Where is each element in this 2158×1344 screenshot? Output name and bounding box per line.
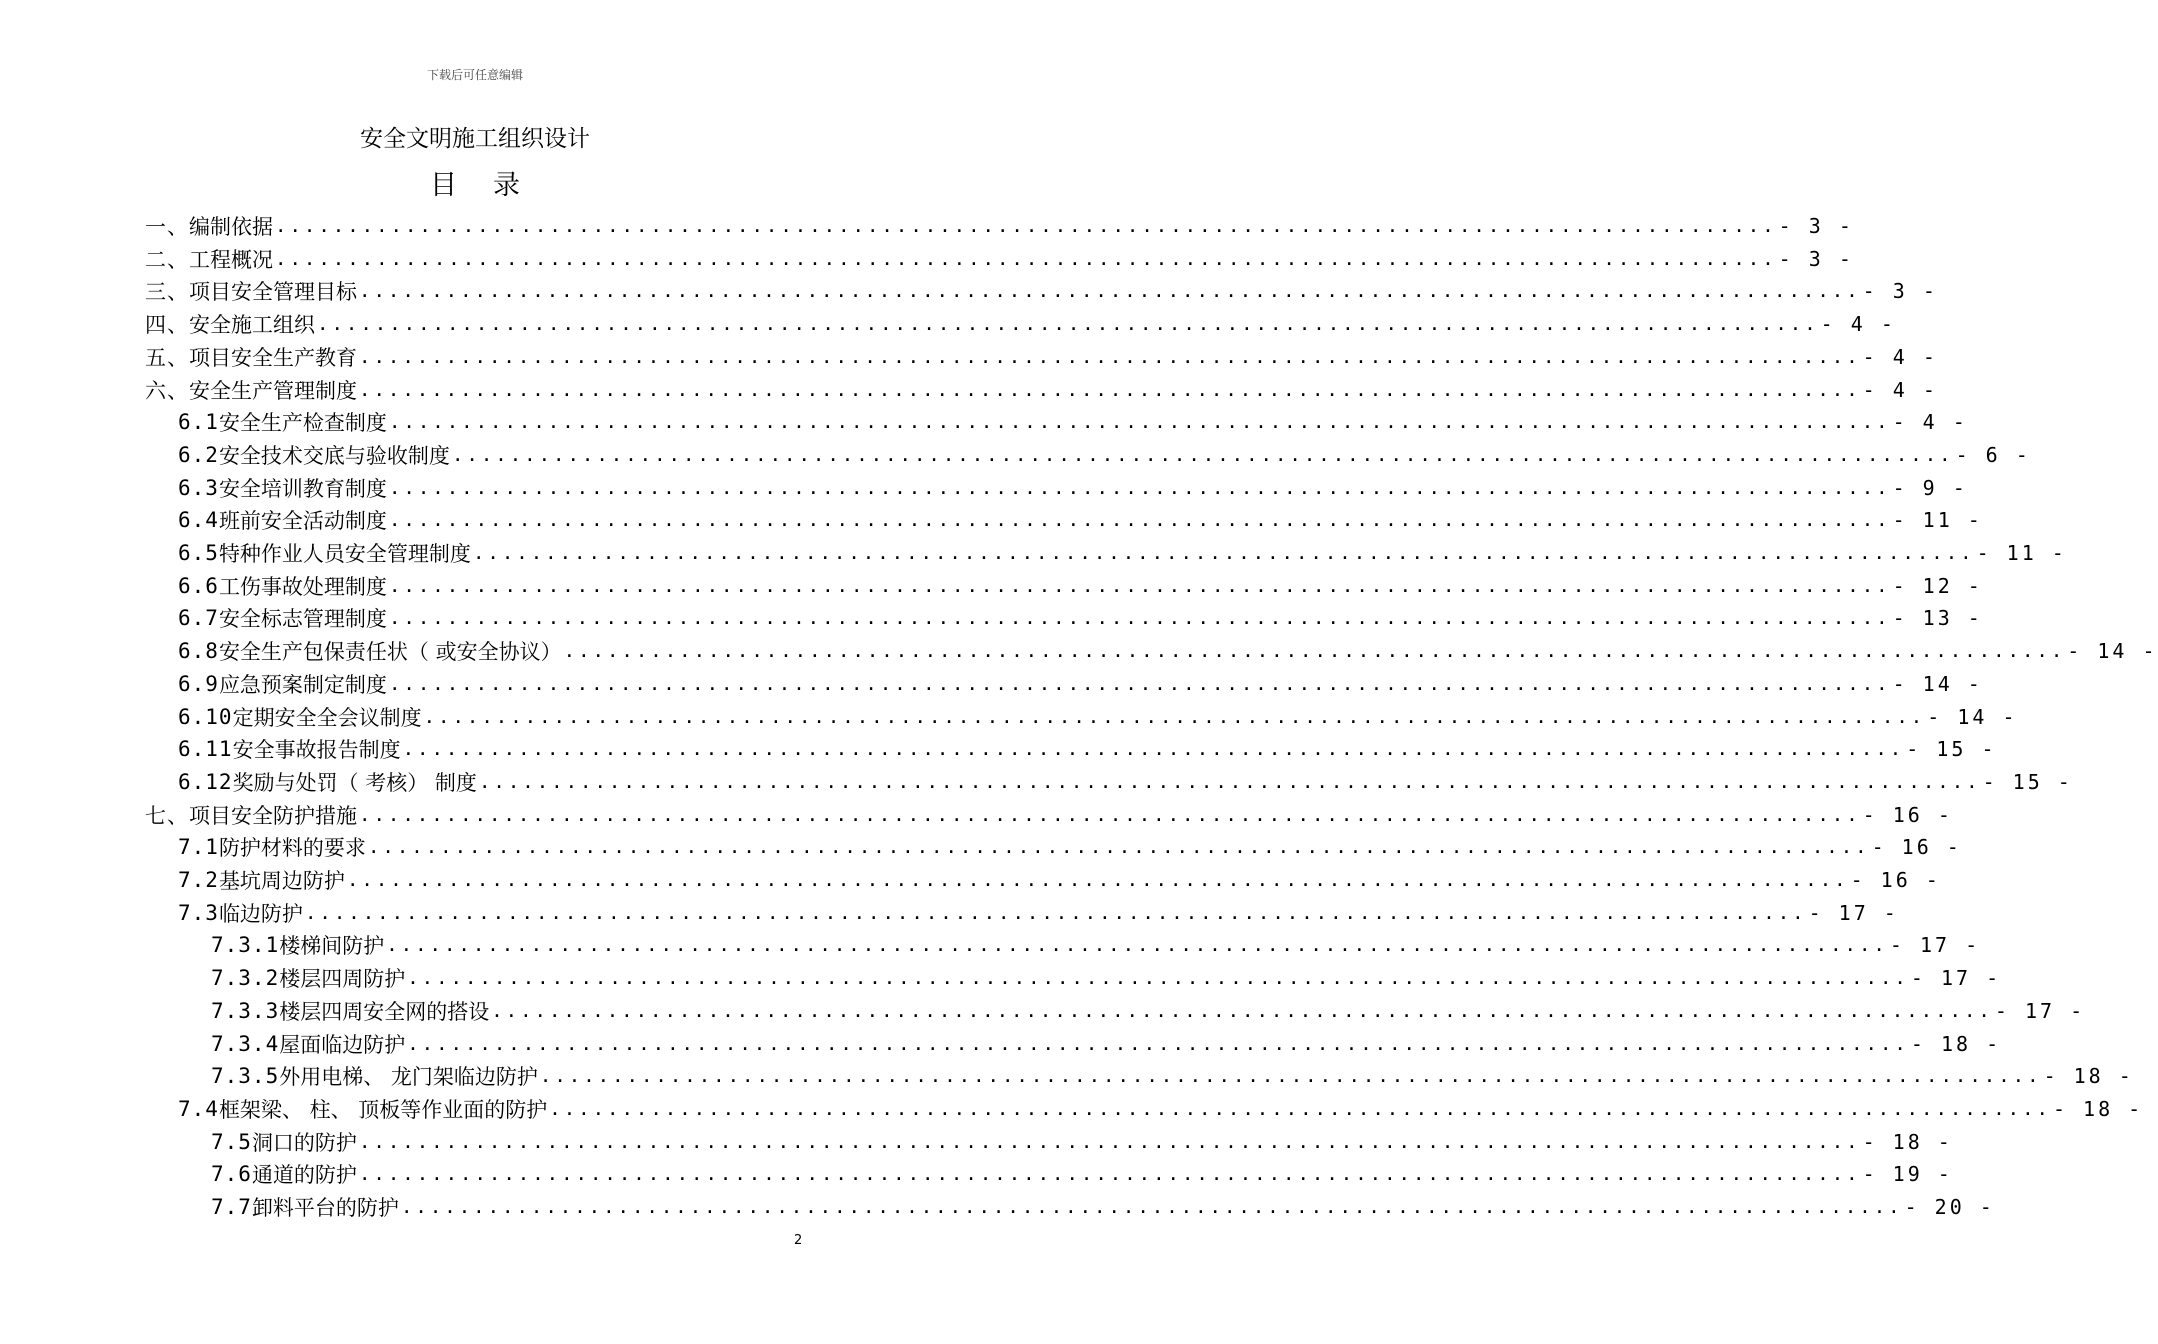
toc-entry-number: 7.2 <box>178 868 219 892</box>
toc-entry-leader: ........................................................................................................ <box>549 1097 2051 1120</box>
toc-entry-page: - 11 - <box>1892 508 1983 533</box>
toc-entry-page: - 18 - <box>1910 1031 2002 1056</box>
toc-entry-number: 6.9 <box>178 671 219 696</box>
toc-heading-char-1: 目 <box>430 170 457 201</box>
toc-entry[interactable] <box>0 701 2018 733</box>
toc-entry[interactable] <box>0 864 1941 896</box>
toc-entry-leader: ........................................................................................................ <box>275 247 1777 270</box>
toc-entry[interactable] <box>0 668 1983 700</box>
toc-entry-page: - 14 - <box>1927 704 2018 729</box>
toc-entry-leader: ........................................................................................................ <box>386 934 1888 957</box>
toc-entry-page: - 16 - <box>1862 802 1953 827</box>
toc-entry[interactable] <box>0 439 2031 471</box>
toc-entry[interactable] <box>0 995 2086 1027</box>
toc-entry[interactable] <box>0 1093 2144 1125</box>
toc-heading-char-2: 录 <box>493 170 520 201</box>
toc-entry[interactable] <box>0 374 1938 406</box>
toc-entry-number: 7.3.1 <box>211 933 280 958</box>
toc-entry-number: 7.6 <box>211 1162 252 1187</box>
toc-entry-leader: ........................................................................................................ <box>358 1130 1861 1153</box>
toc-entry[interactable] <box>0 570 1983 602</box>
toc-entry-page: - 9 - <box>1892 475 1968 500</box>
toc-entry-leader: ........................................................................................................ <box>423 705 1926 728</box>
toc-entry-page: - 14 - <box>2067 639 2158 664</box>
document-title: 安全文明施工组织设计 <box>360 126 590 152</box>
toc-entry-title: 卸料平台的防护 <box>251 1196 399 1220</box>
toc-entry-number: 6.11 <box>178 737 233 762</box>
toc-entry-page: - 3 - <box>1778 214 1854 238</box>
toc-entry[interactable] <box>0 635 2158 667</box>
toc-entry[interactable] <box>0 733 1997 765</box>
toc-entry[interactable] <box>0 341 1938 373</box>
toc-entry-title: 安全标志管理制度 <box>218 607 387 632</box>
toc-entry[interactable] <box>0 537 2067 569</box>
toc-entry-page: - 11 - <box>1976 541 2067 565</box>
toc-entry[interactable] <box>0 766 2073 798</box>
toc-entry-title: 框架梁、 柱、 顶板等作业面的防护 <box>218 1097 548 1122</box>
toc-entry[interactable] <box>0 1158 1953 1190</box>
toc-entry-leader: ........................................................................................................ <box>367 836 1870 859</box>
toc-entry-number: 6.8 <box>178 639 219 664</box>
toc-entry-page: - 6 - <box>1955 442 2031 467</box>
toc-entry-title: 楼层四周防护 <box>279 967 406 992</box>
toc-entry-leader: ........................................................................................................ <box>407 1032 1909 1055</box>
toc-entry-title: 洞口的防护 <box>251 1130 357 1155</box>
toc-entry-number: 6.7 <box>178 606 219 631</box>
toc-entry[interactable] <box>0 504 1983 536</box>
toc-entry-title: 楼层四周安全网的搭设 <box>279 999 490 1024</box>
toc-entry-leader: ........................................................................................................ <box>539 1065 2042 1088</box>
toc-entry-leader: ........................................................................................................ <box>400 1196 1903 1218</box>
toc-entry-page: - 16 - <box>1871 835 1962 860</box>
toc-entry-leader: ........................................................................................................ <box>304 901 1807 924</box>
toc-entry-number: 三、 <box>145 280 189 305</box>
toc-entry-leader: ........................................................................................................ <box>388 672 1891 695</box>
toc-entry-title: 外用电梯、 龙门架临边防护 <box>279 1065 538 1090</box>
toc-entry[interactable] <box>0 1191 1995 1223</box>
toc-entry-number: 7.5 <box>211 1129 252 1154</box>
toc-entry-page: - 19 - <box>1862 1162 1953 1187</box>
toc-entry[interactable] <box>0 472 1968 504</box>
toc-entry-title: 工伤事故处理制度 <box>218 574 387 599</box>
toc-entry-number: 6.6 <box>178 573 219 598</box>
toc-entry-leader: ........................................................................................................ <box>359 803 1861 826</box>
toc-entry-page: - 4 - <box>1862 344 1938 369</box>
toc-entry-leader: ........................................................................................................ <box>275 215 1777 237</box>
toc-entry[interactable] <box>0 897 1899 929</box>
toc-entry-page: - 4 - <box>1862 377 1938 402</box>
toc-entry[interactable] <box>0 1060 2134 1092</box>
toc-entry-page: - 17 - <box>1994 998 2086 1023</box>
toc-heading <box>0 163 950 202</box>
toc-entry-title: 奖励与处罚（ 考核） 制度 <box>232 770 477 795</box>
toc-entry-leader: ........................................................................................................ <box>563 640 2066 663</box>
toc-entry-page: - 16 - <box>1850 868 1941 892</box>
toc-entry-number: 七、 <box>145 803 189 828</box>
toc-entry-number: 7.4 <box>178 1096 219 1121</box>
toc-entry-title: 安全生产管理制度 <box>189 378 357 403</box>
toc-entry-number: 7.3 <box>178 900 219 925</box>
toc-entry[interactable] <box>0 406 1968 438</box>
toc-entry-number: 6.4 <box>178 508 219 533</box>
toc-entry-page: - 4 - <box>1820 312 1896 337</box>
toc-entry-leader: ........................................................................................................ <box>388 509 1891 532</box>
toc-entry[interactable] <box>0 962 2002 994</box>
toc-entry-leader: ........................................................................................................ <box>472 542 1975 564</box>
toc-entry-title: 项目安全防护措施 <box>189 803 357 828</box>
toc-entry-page: - 18 - <box>2052 1096 2144 1121</box>
toc-entry[interactable] <box>0 243 1854 275</box>
toc-entry-leader: ........................................................................................................ <box>388 574 1891 597</box>
toc-entry-title: 安全培训教育制度 <box>218 476 387 501</box>
toc-entry-title: 定期安全全会议制度 <box>232 705 422 730</box>
toc-entry-leader: ........................................................................................................ <box>402 738 1905 761</box>
toc-entry-title: 安全生产检查制度 <box>218 411 387 436</box>
toc-entry-title: 屋面临边防护 <box>279 1032 406 1057</box>
toc-entry-page: - 3 - <box>1778 246 1854 271</box>
toc-entry-number: 6.1 <box>178 410 219 435</box>
toc-entry-title: 基坑周边防护 <box>218 869 345 893</box>
toc-entry-leader: ........................................................................................................ <box>388 411 1891 434</box>
toc-entry-title: 临边防护 <box>218 901 303 926</box>
toc-entry-title: 应急预案制定制度 <box>218 672 387 697</box>
toc-entry-title: 班前安全活动制度 <box>218 509 387 534</box>
toc-entry[interactable] <box>0 831 1962 863</box>
toc-entry[interactable] <box>0 275 1938 307</box>
header-note: 下载后可任意编辑 <box>426 68 523 82</box>
toc-entry-leader: ........................................................................................................ <box>317 313 1819 336</box>
toc-entry-number: 四、 <box>145 313 189 338</box>
toc-entry-page: - 17 - <box>1808 900 1899 925</box>
toc-entry-number: 7.3.3 <box>211 998 280 1023</box>
toc-entry-page: - 15 - <box>1906 737 1997 762</box>
toc-entry-number: 7.7 <box>211 1195 252 1219</box>
toc-entry-title: 项目安全管理目标 <box>189 280 357 305</box>
toc-entry-title: 编制依据 <box>189 215 273 239</box>
toc-entry-page: - 14 - <box>1892 671 1983 696</box>
toc-entry-number: 二、 <box>145 247 189 272</box>
toc-entry[interactable] <box>0 799 1953 831</box>
toc-entry-page: - 3 - <box>1862 279 1938 304</box>
toc-entry[interactable] <box>0 1126 1953 1158</box>
toc-entry-title: 安全施工组织 <box>189 313 315 338</box>
toc-entry-title: 防护材料的要求 <box>218 836 366 861</box>
toc-entry-leader: ........................................................................................................ <box>451 443 1954 466</box>
toc-entry-title: 楼梯间防护 <box>279 934 385 959</box>
toc-entry-number: 6.5 <box>178 541 219 565</box>
toc-entry-number: 7.3.5 <box>211 1064 280 1089</box>
toc-entry-page: - 4 - <box>1892 410 1968 435</box>
toc-entry-page: - 18 - <box>2043 1064 2134 1089</box>
toc-entry-number: 7.3.2 <box>211 966 280 991</box>
toc-entry-leader: ........................................................................................................ <box>478 770 1981 793</box>
toc-entry-leader: ........................................................................................................ <box>359 345 1861 368</box>
toc-entry-number: 六、 <box>145 378 189 403</box>
toc-entry-leader: ........................................................................................................ <box>407 967 1909 990</box>
toc-entry[interactable] <box>0 929 1981 961</box>
toc-entry-title: 工程概况 <box>189 247 273 272</box>
toc-entry[interactable] <box>0 1028 2002 1060</box>
toc-entry-leader: ........................................................................................................ <box>388 476 1891 499</box>
toc-entry-title: 通道的防护 <box>251 1163 357 1188</box>
toc-entry-number: 6.3 <box>178 475 219 500</box>
toc-entry-number: 7.3.4 <box>211 1031 280 1056</box>
toc-entry-page: - 18 - <box>1862 1129 1953 1154</box>
toc-entry-leader: ........................................................................................................ <box>358 1163 1861 1186</box>
toc-entry-number: 6.10 <box>178 704 233 729</box>
toc-entry-page: - 15 - <box>1982 769 2073 794</box>
toc-entry-number: 6.12 <box>178 769 233 794</box>
toc-entry-page: - 20 - <box>1904 1195 1995 1219</box>
toc-entry[interactable] <box>0 602 1983 634</box>
page-number: 2 <box>794 1233 803 1248</box>
toc-entry-leader: ........................................................................................................ <box>346 869 1849 891</box>
toc-entry-title: 安全生产包保责任状（ 或安全协议） <box>218 640 562 665</box>
toc-entry-page: - 13 - <box>1892 606 1983 631</box>
toc-entry-title: 特种作业人员安全管理制度 <box>218 542 471 566</box>
toc-entry-number: 一、 <box>145 215 189 239</box>
toc-entry-number: 6.2 <box>178 442 219 467</box>
toc-entry-page: - 17 - <box>1910 966 2002 991</box>
toc-entry-title: 安全技术交底与验收制度 <box>218 443 450 468</box>
toc-entry[interactable] <box>0 210 1854 242</box>
toc-entry-page: - 17 - <box>1889 933 1981 958</box>
toc-entry-number: 五、 <box>145 345 189 370</box>
toc-entry-leader: ........................................................................................................ <box>359 280 1861 303</box>
toc-entry[interactable] <box>0 308 1896 340</box>
toc-entry-title: 安全事故报告制度 <box>232 738 401 763</box>
toc-entry-page: - 12 - <box>1892 573 1983 598</box>
toc-entry-number: 7.1 <box>178 835 219 860</box>
toc-entry-title: 项目安全生产教育 <box>189 345 357 370</box>
toc-entry-leader: ........................................................................................................ <box>388 607 1891 630</box>
toc-entry-leader: ........................................................................................................ <box>359 378 1861 401</box>
toc-entry-leader: ........................................................................................................ <box>491 999 1993 1022</box>
